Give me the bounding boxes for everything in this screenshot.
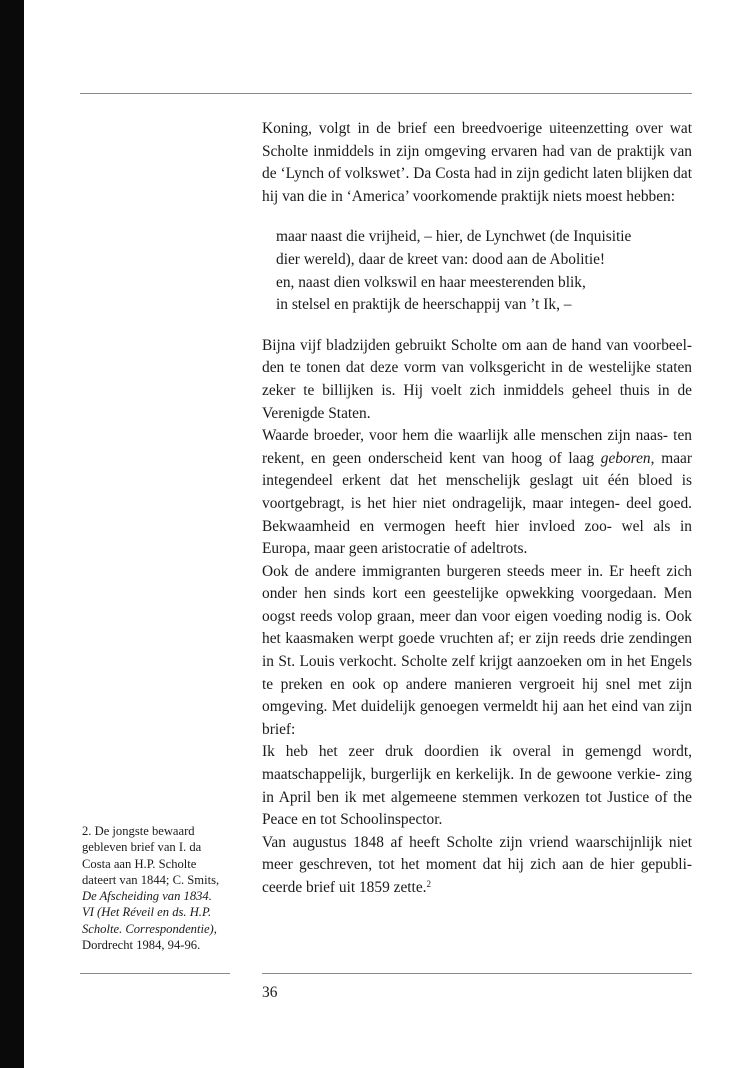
paragraph-4: Van augustus 1848 af heeft Scholte zijn vriend waarschijnlijk niet meer geschreven, tot het moment dat hij zich aan de hier gepubli- ceerde brief uit 1859 zette.$^2$ — [262, 833, 692, 896]
page-number: 36 — [262, 984, 278, 1001]
paragraph-3: Ook de andere immigranten burgeren steeds meer in. Er heeft zich onder hen sinds kort een geestelijke opwekking voorgedaan. Men oogst reeds volop graan, meer dan voor eigen voeding nodig is. Ook het kaasmaken werpt goede vruchten af; er zijn reeds drie zendingen in St. Louis verkocht. Scholte zelf krijgt aanzoeken om in het Engels te preken en ook op andere manieren vergroeit hij snel met zijn omgeving. Met duidelijk genoegen vermeldt hij aan het eind van zijn brief: — [262, 562, 692, 738]
verse-line: in stelsel en praktijk de heerschappij van ’t Ik, – — [276, 296, 572, 314]
footnote-reference: 2 — [426, 879, 432, 889]
scan-edge-bar — [0, 0, 24, 1068]
block-quote-2: Ik heb het zeer druk doordien ik overal in gemengd wordt, maatschappelijk, burgerlijk en kerkelijk. In de gewoone verkie- zing in April ben ik met algemeene stemmen verkozen tot Justice of the Peace en tot Schoolinspector. — [262, 743, 692, 829]
footnote-rule — [80, 973, 230, 974]
paragraph-2: Bijna vijf bladzijden gebruikt Scholte om aan de hand van voorbeel- den te tonen dat deze vorm van volksgericht in de westelijke staten zeker te billijken is. Hij voelt zich inmiddels geheel thuis in de Verenigde Staten. — [262, 336, 692, 422]
paragraph-1: Koning, volgt in de brief een breedvoerige uiteenzetting over wat Scholte inmiddels in zijn omgeving ervaren had van de praktijk van de ‘Lynch of volkswet’. Da Costa had in zijn gedicht laten blijken dat hij van die in ‘America’ voorkomende praktijk niets moest hebben: — [262, 120, 692, 205]
block-quote-1: Waarde broeder, voor hem die waarlijk alle menschen zijn naas- ten rekent, en geen onderscheid kent van hoog of laag geboren, maar integendeel erkent dat het menschelijk geslagt uit één bloed is voortgebragt, is het hier niet ondragelijk, maar integen- deel goed. Bekwaamheid en vermogen heeft hier invloed zoo- wel als in Europa, maar geen aristocratie of adeltrots. — [262, 427, 692, 558]
verse-line: en, naast dien volkswil en haar meesterenden blik, — [276, 273, 586, 291]
main-text-column — [262, 118, 692, 900]
verse-quotation — [276, 226, 692, 316]
footnote-2: 2. De jongste bewaard gebleven brief van I. da Costa aan H.P. Scholte dateert van 1844; C. Smits, De Afscheiding van 1834. VI (Het Réveil en ds. H.P. Scholte. Correspondentie), Dordrecht 1984, 94-96. — [82, 824, 220, 953]
bottom-rule — [262, 973, 692, 974]
top-rule — [80, 93, 692, 94]
verse-line: dier wereld), daar de kreet van: dood aan de Abolitie! — [276, 250, 606, 268]
emphasis-geboren: geboren — [600, 449, 651, 467]
verse-line: maar naast die vrijheid, – hier, de Lynchwet (de Inquisitie — [276, 228, 632, 246]
